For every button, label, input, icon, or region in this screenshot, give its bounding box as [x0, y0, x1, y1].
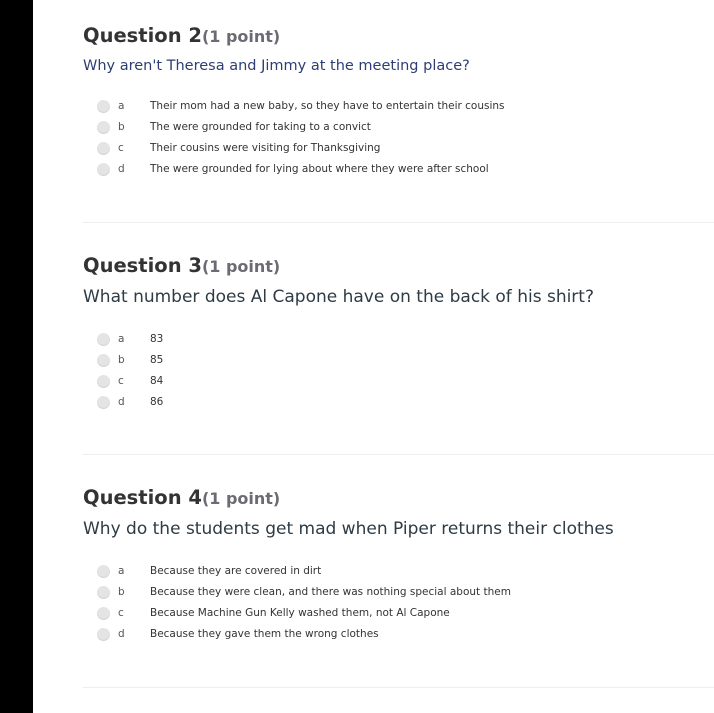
- option-letter: d: [118, 396, 125, 408]
- radio-button[interactable]: [97, 142, 110, 155]
- question-heading: [83, 20, 714, 48]
- answer-option-d[interactable]: [83, 159, 714, 180]
- option-letter: a: [118, 333, 125, 345]
- quiz-page: [33, 0, 714, 713]
- radio-button[interactable]: [97, 333, 110, 346]
- answer-option-c[interactable]: [83, 371, 714, 392]
- option-text: The were grounded for lying about where they were after school: [150, 163, 489, 175]
- question-title: Question 3: [83, 254, 202, 277]
- option-text: 85: [150, 354, 164, 366]
- question-heading: [83, 250, 714, 278]
- answer-option-b[interactable]: [83, 117, 714, 138]
- option-text: Because they are covered in dirt: [150, 565, 322, 577]
- answer-option-a[interactable]: [83, 329, 714, 350]
- radio-button[interactable]: [97, 163, 110, 176]
- option-letter: b: [118, 354, 125, 366]
- option-text: 86: [150, 396, 164, 408]
- radio-button[interactable]: [97, 100, 110, 113]
- option-text: Their cousins were visiting for Thanksgiving: [150, 142, 381, 154]
- answer-options: [83, 329, 714, 413]
- answer-option-c[interactable]: [83, 138, 714, 159]
- question-divider: [83, 687, 714, 688]
- question-4: [83, 482, 714, 640]
- option-text: Because they gave them the wrong clothes: [150, 628, 379, 640]
- option-letter: b: [118, 586, 125, 598]
- answer-option-c[interactable]: [83, 603, 714, 624]
- option-text: The were grounded for taking to a convict: [150, 121, 371, 133]
- question-title: Question 2: [83, 24, 202, 47]
- answer-options: [83, 561, 714, 645]
- question-2: [83, 20, 714, 175]
- answer-option-d[interactable]: [83, 624, 714, 645]
- option-text: Their mom had a new baby, so they have to entertain their cousins: [150, 100, 505, 112]
- radio-button[interactable]: [97, 375, 110, 388]
- option-text: Because Machine Gun Kelly washed them, not Al Capone: [150, 607, 450, 619]
- answer-option-d[interactable]: [83, 392, 714, 413]
- option-text: 83: [150, 333, 164, 345]
- question-points: (1 point): [201, 257, 281, 276]
- option-letter: a: [118, 565, 125, 577]
- question-divider: [83, 222, 714, 223]
- option-letter: d: [118, 163, 125, 175]
- question-text: Why do the students get mad when Piper returns their clothes: [83, 519, 614, 539]
- option-letter: d: [118, 628, 125, 640]
- radio-button[interactable]: [97, 628, 110, 641]
- radio-button[interactable]: [97, 354, 110, 367]
- question-text: Why aren't Theresa and Jimmy at the meeting place?: [83, 58, 470, 74]
- option-letter: c: [118, 142, 124, 154]
- radio-button[interactable]: [97, 586, 110, 599]
- question-points: (1 point): [201, 27, 281, 46]
- question-title: Question 4: [83, 486, 202, 509]
- answer-option-a[interactable]: [83, 561, 714, 582]
- answer-options: [83, 96, 714, 180]
- question-points: (1 point): [201, 489, 281, 508]
- option-text: 84: [150, 375, 164, 387]
- answer-option-b[interactable]: [83, 350, 714, 371]
- question-text: What number does Al Capone have on the back of his shirt?: [83, 287, 594, 307]
- answer-option-b[interactable]: [83, 582, 714, 603]
- radio-button[interactable]: [97, 396, 110, 409]
- answer-option-a[interactable]: [83, 96, 714, 117]
- option-letter: b: [118, 121, 125, 133]
- radio-button[interactable]: [97, 607, 110, 620]
- question-heading: [83, 482, 714, 510]
- question-3: [83, 250, 714, 408]
- question-divider: [83, 454, 714, 455]
- option-letter: c: [118, 607, 124, 619]
- option-letter: c: [118, 375, 124, 387]
- radio-button[interactable]: [97, 565, 110, 578]
- option-letter: a: [118, 100, 125, 112]
- radio-button[interactable]: [97, 121, 110, 134]
- option-text: Because they were clean, and there was nothing special about them: [150, 586, 511, 598]
